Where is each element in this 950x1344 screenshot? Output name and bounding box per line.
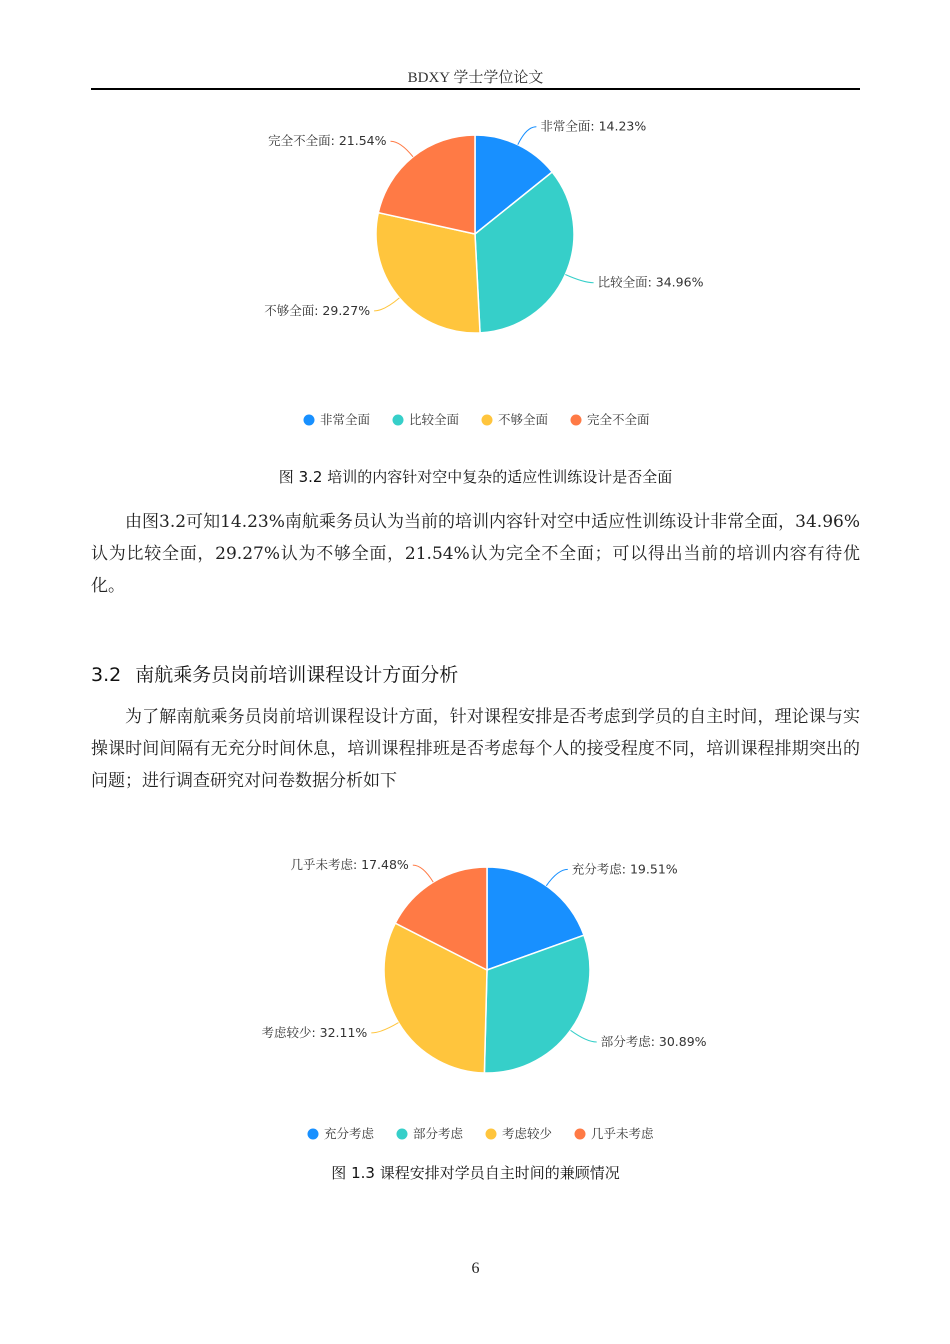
slice-label-1: 充分考虑: 19.51%	[571, 861, 678, 877]
slice-label-4: 几乎未考虑: 17.48%	[290, 857, 409, 873]
leader-line-4	[413, 865, 433, 882]
chart-legend	[304, 412, 650, 427]
pie-chart-course-schedule	[191, 840, 761, 1150]
leader-line-2	[565, 275, 593, 283]
legend-marker-1	[308, 1129, 319, 1140]
legend-label-1: 非常全面	[320, 412, 371, 427]
pie-chart-training-content	[191, 118, 761, 440]
section-heading	[91, 660, 458, 687]
leader-line-4	[391, 141, 414, 157]
legend-marker-2	[393, 415, 404, 426]
header-rule	[91, 88, 860, 90]
page-number: 6	[471, 1260, 480, 1277]
legend-marker-3	[482, 415, 493, 426]
section-number: 3.2	[91, 664, 122, 686]
legend-label-3: 考虑较少	[502, 1126, 553, 1141]
paragraph-figure-analysis: 由图3.2可知14.23%南航乘务员认为当前的培训内容针对空中适应性训练设计非常全面，34.96%认为比较全面，29.27%认为不够全面，21.54%认为完全不全面；可以得出当前的培训内容有待优化。	[91, 512, 860, 596]
legend-label-2: 比较全面	[409, 412, 460, 427]
leader-line-1	[518, 127, 537, 145]
legend-marker-4	[575, 1129, 586, 1140]
leader-line-1	[546, 869, 568, 885]
legend-label-4: 完全不全面	[587, 412, 650, 427]
legend-label-3: 不够全面	[498, 412, 549, 427]
chart-legend	[308, 1126, 655, 1141]
figure-caption-3-2: 图 3.2 培训的内容针对空中复杂的适应性训练设计是否全面	[278, 468, 673, 486]
slice-label-2: 比较全面: 34.96%	[597, 274, 704, 290]
paragraph-course-design: 为了解南航乘务员岗前培训课程设计方面，针对课程安排是否考虑到学员的自主时间，理论课与实操课时间间隔有无充分时间休息，培训课程排班是否考虑每个人的接受程度不同，培训课程排期突出的问题；进行调查研究对问卷数据分析如下	[91, 707, 860, 791]
slice-label-1: 非常全面: 14.23%	[540, 118, 647, 134]
figure-caption-1-3: 图 1.3 课程安排对学员自主时间的兼顾情况	[331, 1164, 620, 1182]
slice-label-3: 考虑较少: 32.11%	[261, 1024, 368, 1040]
slice-label-3: 不够全面: 29.27%	[264, 302, 371, 318]
leader-line-2	[571, 1030, 597, 1042]
legend-label-1: 充分考虑	[324, 1126, 375, 1141]
legend-marker-1	[304, 415, 315, 426]
legend-label-4: 几乎未考虑	[591, 1126, 654, 1141]
legend-marker-2	[397, 1129, 408, 1140]
legend-marker-3	[486, 1129, 497, 1140]
leader-line-3	[371, 1023, 398, 1033]
leader-line-3	[374, 298, 399, 311]
running-header: BDXY 学士学位论文	[407, 70, 544, 86]
legend-marker-4	[571, 415, 582, 426]
slice-label-2: 部分考虑: 30.89%	[600, 1034, 707, 1049]
section-title: 南航乘务员岗前培训课程设计方面分析	[135, 664, 459, 686]
legend-label-2: 部分考虑	[413, 1126, 464, 1141]
slice-label-4: 完全不全面: 21.54%	[268, 133, 387, 149]
